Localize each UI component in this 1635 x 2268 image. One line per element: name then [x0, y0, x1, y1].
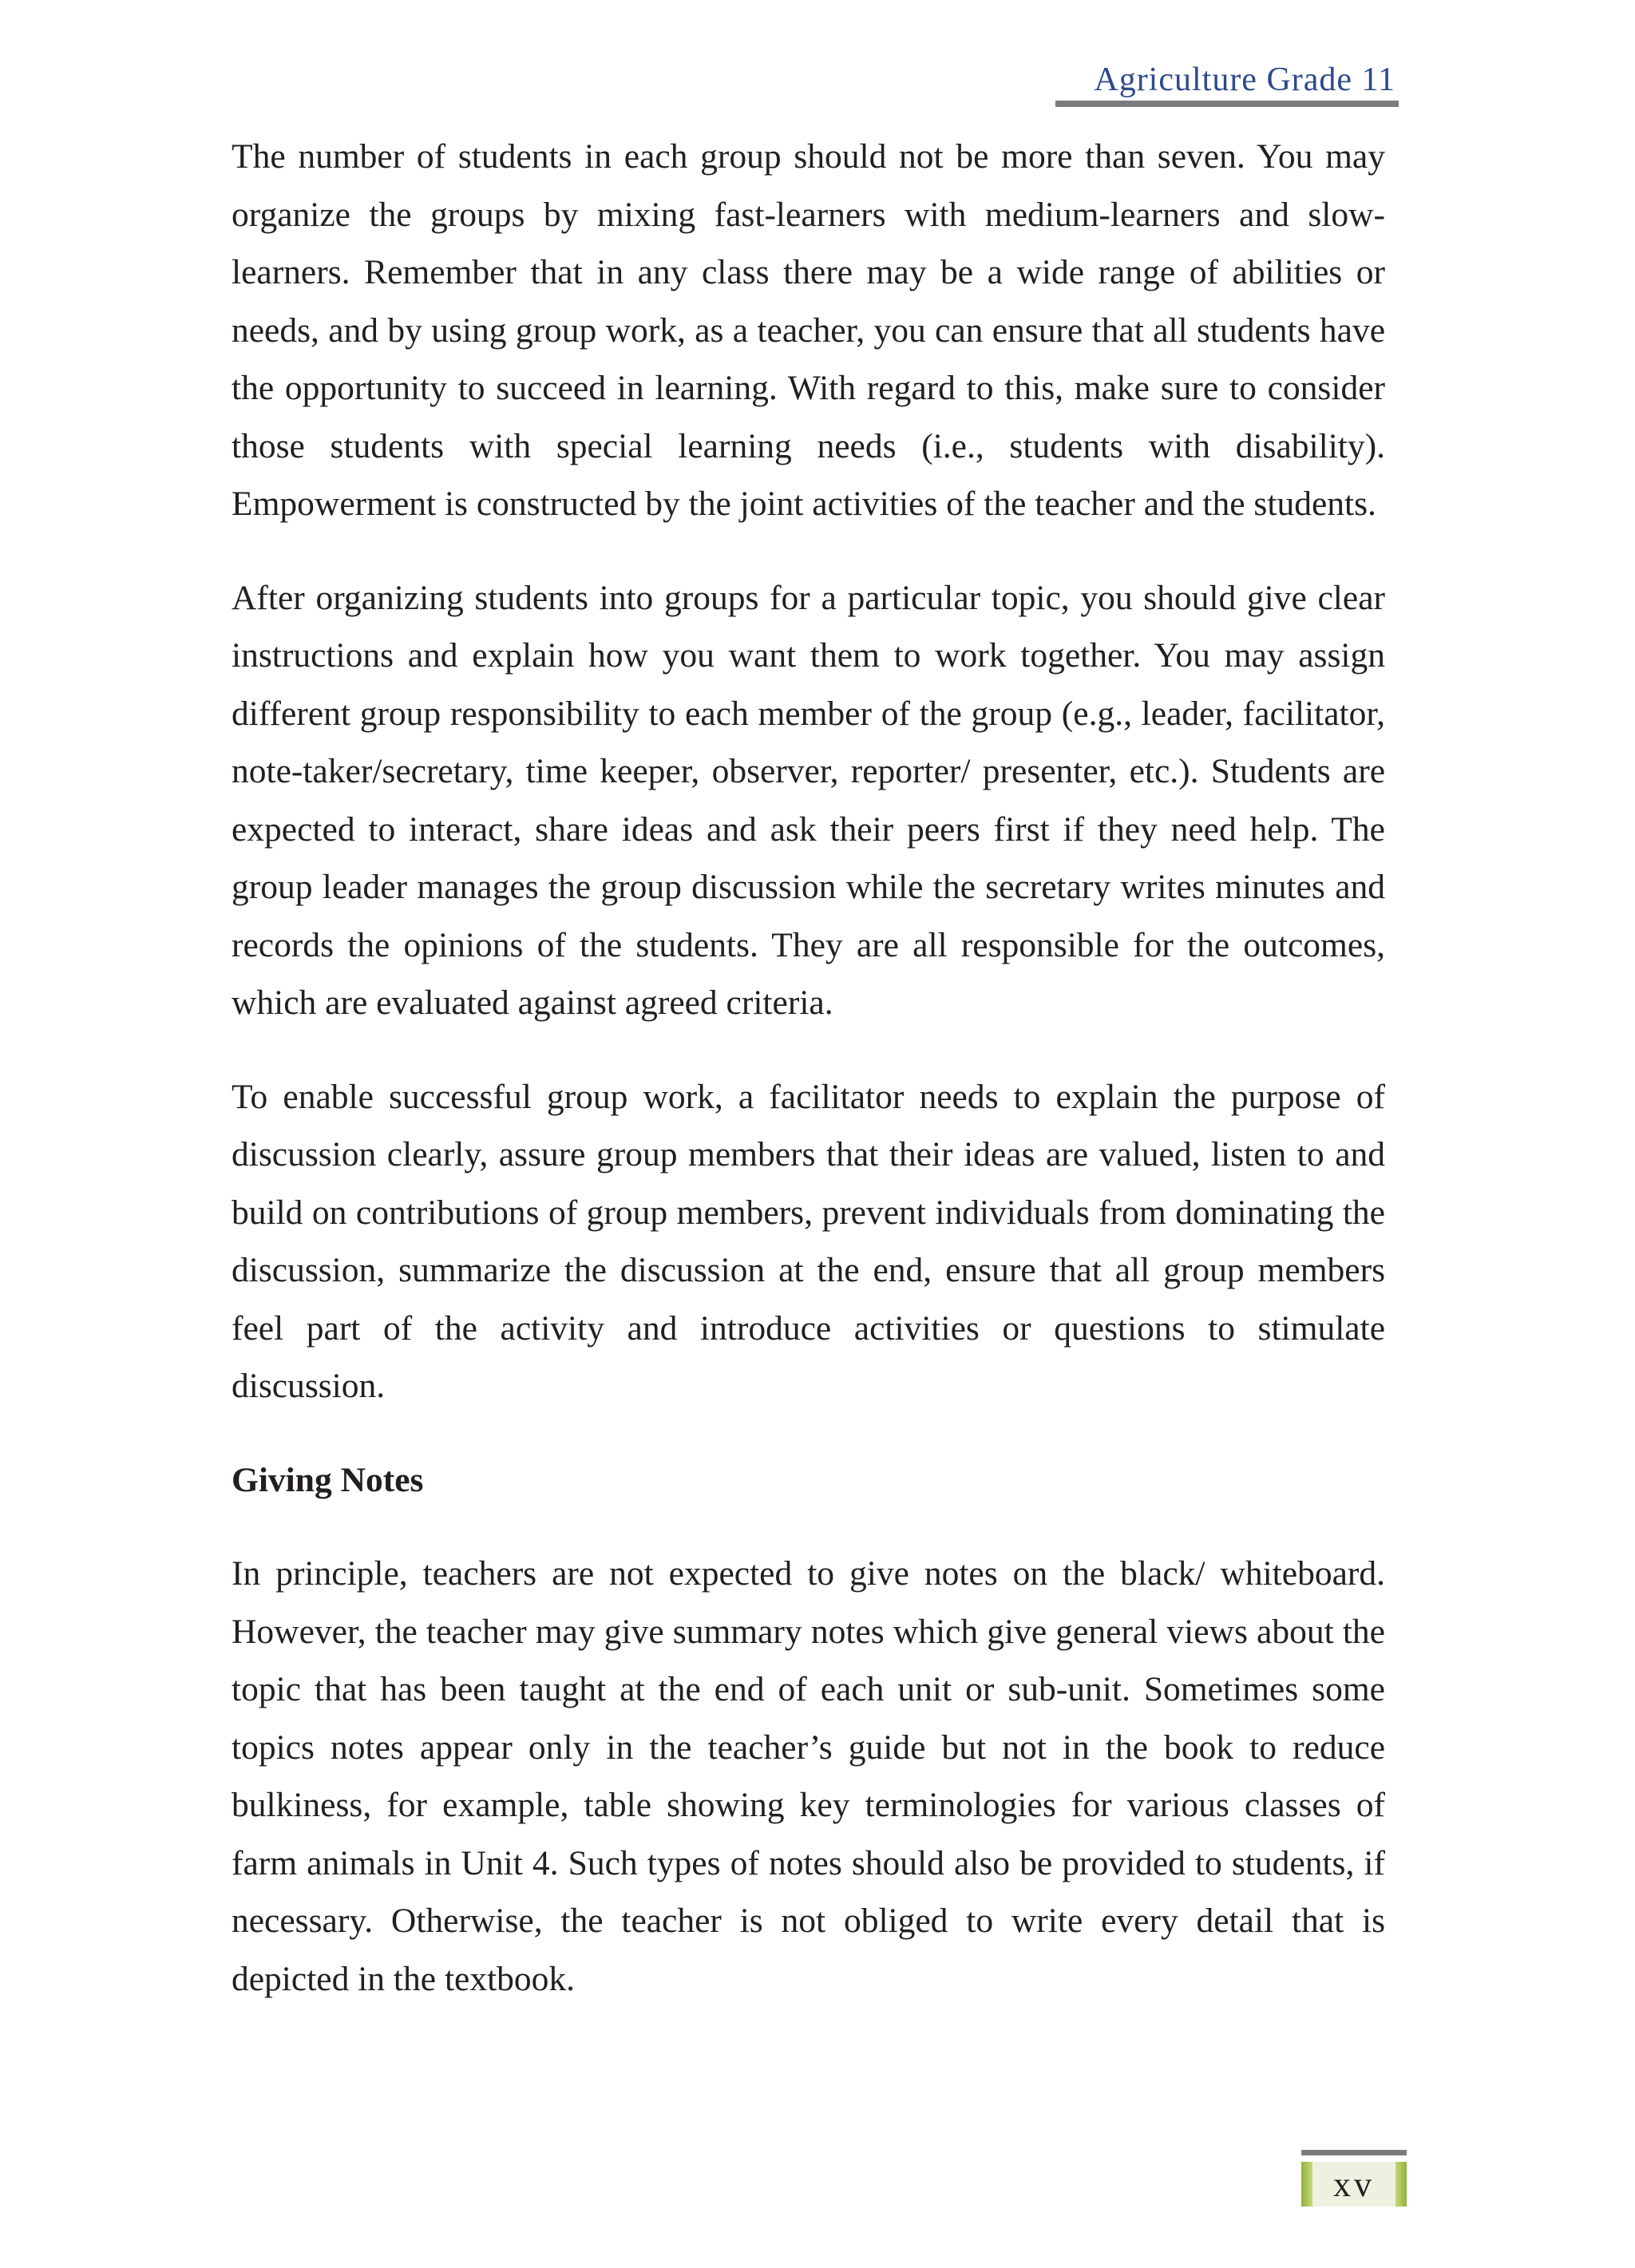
footer-rule: [1301, 2150, 1407, 2155]
page-box-left-accent: [1301, 2162, 1312, 2207]
paragraph-giving-notes: In principle, teachers are not expected to give notes on the black/ whiteboard. However, the teacher may give summary notes which give general views about the topic that has been taught at the end of each unit or sub-unit. Sometimes some topics notes appear only in the teacher’s guide but not in the book to reduce bulkiness, for example, table showing key terminologies for various classes of farm animals in Unit 4. Such types of notes should also be provided to students, if necessary. Otherwise, the teacher is not obliged to write every detail that is depicted in the textbook.: [232, 1554, 1385, 1998]
paragraph-group-size: The number of students in each group should not be more than seven. You may organize the groups by mixing fast-learners with medium-learners and slow-learners. Remember that in any class there may be a wide range of abilities or needs, and by using group work, as a teacher, you can ensure that all students have the opportunity to succeed in learning. With regard to this, make sure to consider those students with special learning needs (i.e., students with disability). Empowerment is constructed by the joint activities of the teacher and the students.: [232, 137, 1385, 523]
header-rule: [1055, 101, 1399, 107]
page-body: [232, 128, 1385, 2044]
page-number-box: [1301, 2162, 1407, 2207]
page-box-right-accent: [1395, 2162, 1407, 2207]
paragraph-group-roles: After organizing students into groups for a particular topic, you should give clear instructions and explain how you want them to work together. You may assign different group responsibility to each member of the group (e.g., leader, facilitator, note-taker/secretary, time keeper, observer, reporter/ presenter, etc.). Students are expected to interact, share ideas and ask their peers first if they need help. The group leader manages the group discussion while the secretary writes minutes and records the opinions of the students. They are all responsible for the outcomes, which are evaluated against agreed criteria.: [232, 578, 1385, 1022]
page-number: xv: [1333, 2164, 1375, 2204]
running-header-title: Agriculture Grade 11: [1094, 61, 1395, 98]
paragraph-facilitator: To enable successful group work, a facilitator needs to explain the purpose of discussion clearly, assure group members that their ideas are valued, listen to and build on contributions of group members, prevent individuals from dominating the discussion, summarize the discussion at the end, ensure that all group members feel part of the activity and introduce activities or questions to stimulate discussion.: [232, 1077, 1385, 1405]
section-heading-giving-notes: Giving Notes: [232, 1460, 424, 1499]
